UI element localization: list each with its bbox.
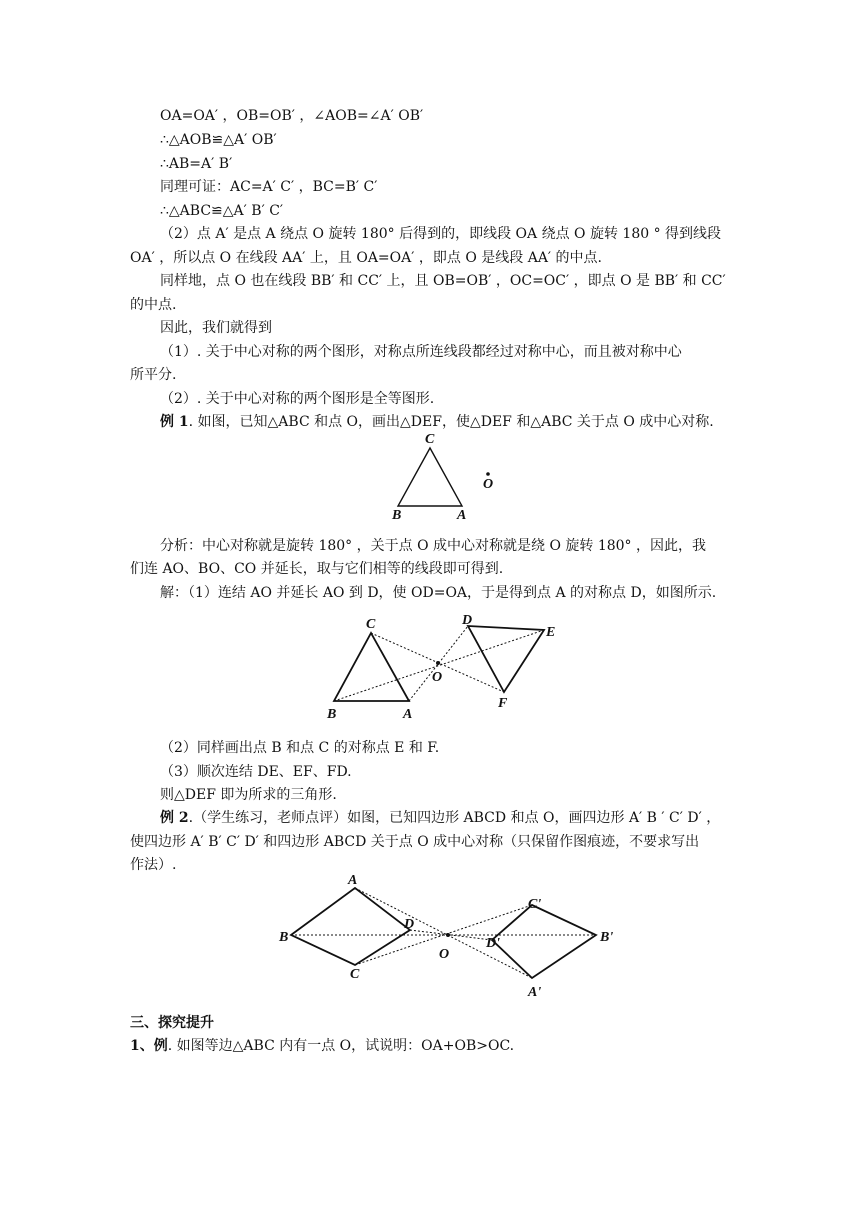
figure-2-symmetry <box>320 606 570 726</box>
quadrilateral-a2b2c2d2 <box>492 905 596 978</box>
proof-line-3: ∴AB=A′ B′ <box>160 156 233 172</box>
analysis-line-1: 分析：中心对称就是旋转 180° ，关于点 O 成中心对称就是绕 O 旋转 180° ，因此，我 <box>160 538 706 554</box>
quadrilateral-abcd <box>291 888 410 965</box>
point-o <box>486 472 490 476</box>
label-c: C <box>425 432 435 447</box>
label-b: B <box>279 930 289 945</box>
label-f: F <box>498 696 508 711</box>
solution-step-3: （3）顺次连结 DE、EF、FD. <box>160 764 352 780</box>
point-o <box>446 933 450 937</box>
example-2-line-1 <box>160 808 720 828</box>
conclusion-1-line-2: 所平分. <box>130 367 177 383</box>
label-o: O <box>439 947 450 962</box>
point-o <box>436 661 440 665</box>
example-1-label: 例 1 <box>160 414 189 430</box>
example-3-text: . 如图等边△ABC 内有一点 O，试说明：OA+OB>OC. <box>167 1038 515 1054</box>
paragraph-2-line-2: OA′ ，所以点 O 在线段 AA′ 上，且 OA=OA′ ，即点 O 是线段 AA′ 的中点. <box>130 250 603 266</box>
solution-step-2: （2）同样画出点 B 和点 C 的对称点 E 和 F. <box>160 740 440 756</box>
proof-line-5: ∴△ABC≌△A′ B′ C′ <box>160 203 284 219</box>
label-a: A <box>348 873 358 888</box>
proof-line-4: 同理可证：AC=A′ C′ ，BC=B′ C′ <box>160 179 378 195</box>
figure-1-triangle <box>380 428 510 523</box>
example-1-text: . 如图，已知△ABC 和点 O，画出△DEF，使△DEF 和△ABC 关于点 O 成中心对称. <box>188 414 714 430</box>
label-b-prime: B' <box>600 930 614 945</box>
solution-result: 则△DEF 即为所求的三角形. <box>160 787 337 803</box>
label-c: C <box>350 967 360 982</box>
example-2-line-2: 使四边形 A′ B′ C′ D′ 和四边形 ABCD 关于点 O 成中心对称（只保留作图痕迹，不要求写出 <box>130 834 700 850</box>
analysis-line-2: 们连 AO、BO、CO 并延长，取与它们相等的线段即可得到. <box>130 561 504 577</box>
label-a: A <box>403 707 413 722</box>
example-2-line-3: 作法）. <box>130 857 177 873</box>
example-3-label: 1、例 <box>130 1038 168 1054</box>
conclusion-2: （2）. 关于中心对称的两个图形是全等图形. <box>160 391 435 407</box>
figure-3-quadrilaterals <box>270 868 630 1006</box>
label-d-prime: D' <box>486 936 500 951</box>
label-c: C <box>366 617 376 632</box>
label-b: B <box>392 508 402 523</box>
triangle-def <box>468 626 544 692</box>
label-e: E <box>546 625 556 640</box>
section-3-heading: 三、探究提升 <box>130 1015 214 1031</box>
label-a: A <box>457 508 467 523</box>
triangle-abc <box>398 448 462 506</box>
label-o: O <box>483 477 494 492</box>
label-c-prime: C' <box>528 897 542 912</box>
solution-step-1: 解：（1）连结 AO 并延长 AO 到 D，使 OD=OA，于是得到点 A 的对称点 D，如图所示. <box>160 585 717 601</box>
paragraph-3-line-1: 同样地，点 O 也在线段 BB′ 和 CC′ 上，且 OB=OB′ ，OC=OC′ ，即点 O 是 BB′ 和 CC′ <box>160 273 726 289</box>
label-b: B <box>327 707 337 722</box>
label-a-prime: A' <box>528 985 542 1000</box>
proof-line-1: OA=OA′ ，OB=OB′ ，∠AOB=∠A′ OB′ <box>160 108 424 124</box>
paragraph-2-line-1: （2）点 A′ 是点 A 绕点 O 旋转 180° 后得到的，即线段 OA 绕点 O 旋转 180 ° 得到线段 <box>160 226 722 242</box>
example-2-text: .（学生练习，老师点评）如图，已知四边形 ABCD 和点 O，画四边形 A′ B ′ C′ D′ ， <box>188 810 721 826</box>
label-o: O <box>432 670 443 685</box>
conclusion-1-line-1: （1）. 关于中心对称的两个图形，对称点所连线段都经过对称中心，而且被对称中心 <box>160 344 682 360</box>
paragraph-3-line-2: 的中点. <box>130 297 177 313</box>
label-d: D <box>462 613 473 628</box>
example-3-line <box>130 1036 514 1056</box>
example-2-label: 例 2 <box>160 810 189 826</box>
proof-line-2: ∴△AOB≌△A′ OB′ <box>160 132 277 148</box>
triangle-abc <box>334 633 409 701</box>
label-d: D <box>404 917 415 932</box>
conclusion-intro: 因此，我们就得到 <box>160 320 272 336</box>
